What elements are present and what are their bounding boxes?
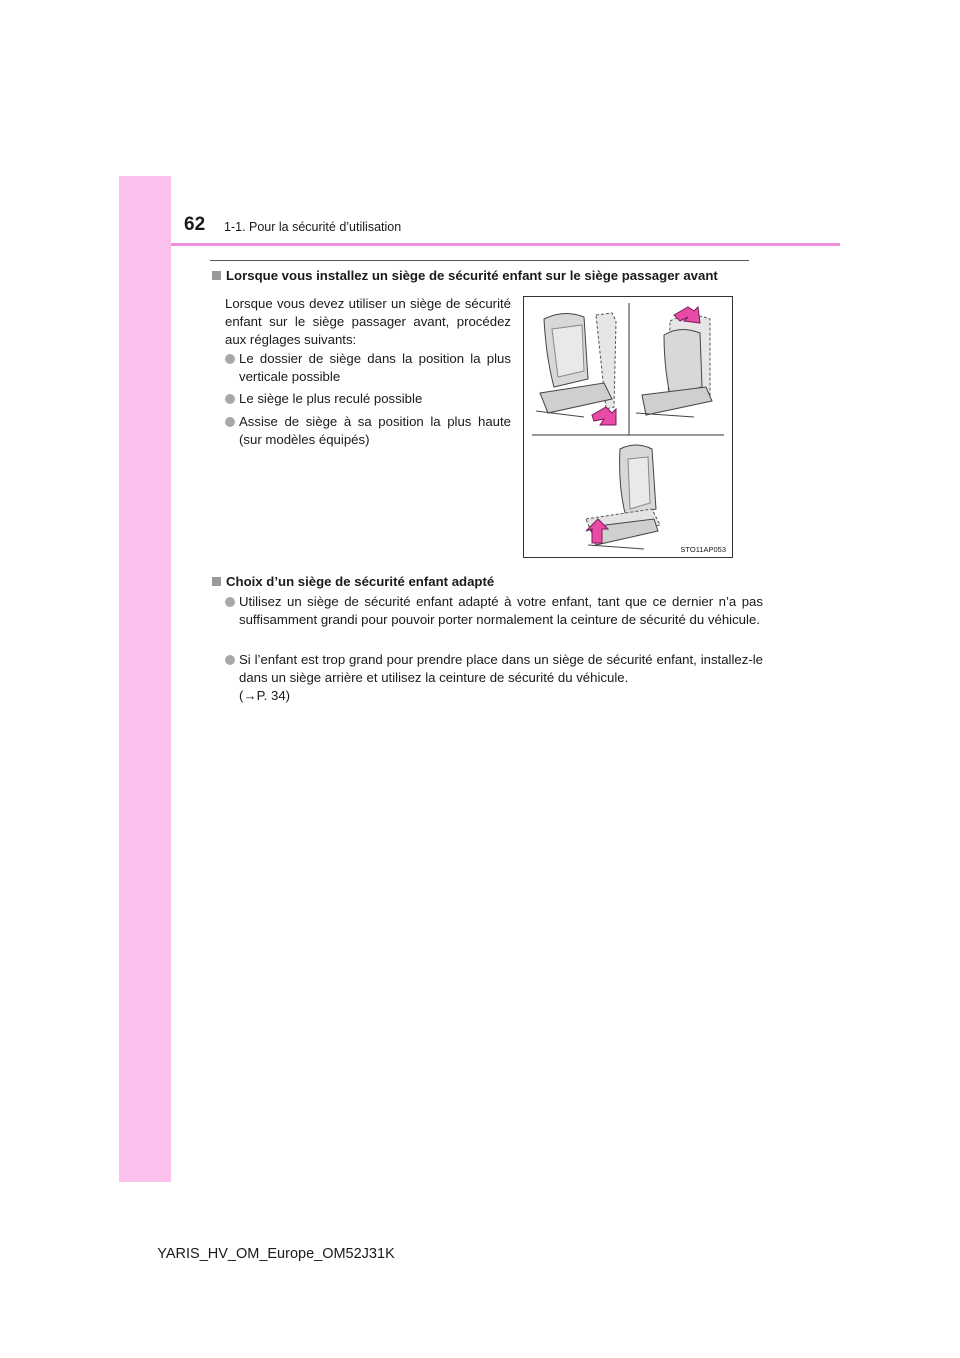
seat-recline-upright-icon bbox=[536, 313, 616, 425]
list-item: Utilisez un siège de sécurité enfant adapté à votre enfant, tant que ce dernier n’a pas suffisamment grandi pour pouvoir porter normalement la ceinture de sécurité du véhicule. bbox=[225, 593, 763, 629]
seat-height-raise-icon bbox=[586, 445, 660, 549]
section-heading-choice bbox=[212, 574, 494, 589]
bullet-dot-icon bbox=[225, 354, 235, 364]
bullet-dot-icon bbox=[225, 597, 235, 607]
section-heading-text: Lorsque vous installez un siège de sécurité enfant sur le siège passager avant bbox=[226, 268, 718, 283]
bullet-dot-icon bbox=[225, 417, 235, 427]
bullet-dot-icon bbox=[225, 394, 235, 404]
section-heading-text: Choix d’un siège de sécurité enfant adapté bbox=[226, 574, 495, 589]
intro-paragraph: Lorsque vous devez utiliser un siège de sécurité enfant sur le siège passager avant, procédez aux réglages suivants: bbox=[225, 296, 511, 347]
seat-illustration bbox=[524, 297, 732, 557]
document-code: YARIS_HV_OM_Europe_OM52J31K bbox=[157, 1246, 395, 1262]
figure-code: STO11AP053 bbox=[680, 545, 726, 554]
list-item: Le siège le plus reculé possible bbox=[225, 390, 511, 408]
square-bullet-icon bbox=[212, 271, 221, 280]
list-item: Assise de siège à sa position la plus haute (sur modèles équipés) bbox=[225, 413, 511, 449]
section-divider bbox=[210, 260, 749, 261]
seat-adjustment-figure bbox=[523, 296, 733, 558]
section-heading-front-seat bbox=[212, 268, 718, 283]
page-reference: (→P. 34) bbox=[239, 688, 291, 703]
seat-slide-back-icon bbox=[636, 307, 712, 417]
page-number: 62 bbox=[184, 214, 206, 235]
square-bullet-icon bbox=[212, 577, 221, 586]
chapter-title: 1-1. Pour la sécurité d’utilisation bbox=[224, 220, 402, 234]
bullet-dot-icon bbox=[225, 655, 235, 665]
side-color-band bbox=[119, 176, 171, 1182]
header-rule bbox=[171, 243, 840, 246]
list-item: Le dossier de siège dans la position la plus verticale possible bbox=[225, 350, 511, 386]
list-item: Si l’enfant est trop grand pour prendre place dans un siège de sécurité enfant, installez-le dans un siège arrière et utilisez la ceinture de sécurité du véhicule. (→P. 34) bbox=[225, 651, 763, 705]
